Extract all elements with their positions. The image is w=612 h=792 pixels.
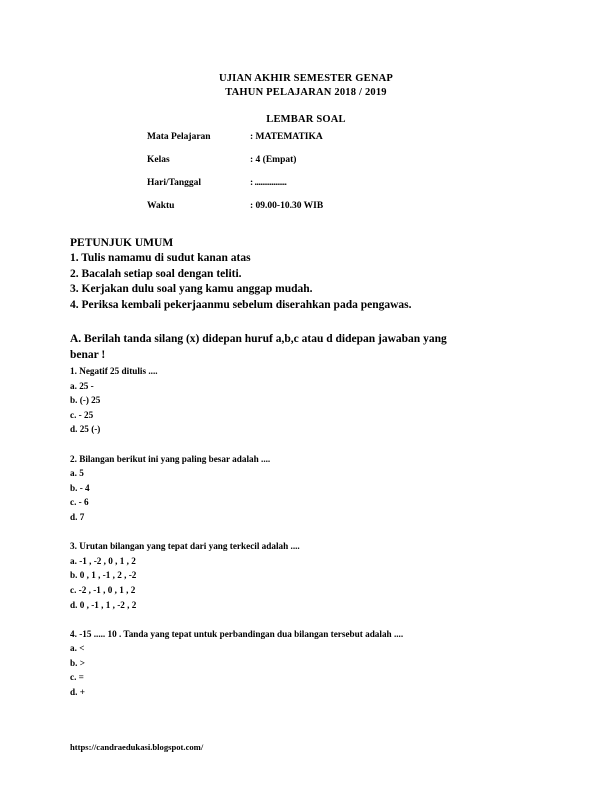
option-c[interactable]: c. = <box>70 672 84 683</box>
question-options <box>70 554 525 612</box>
exam-title-line-2: TAHUN PELAJARAN 2018 / 2019 <box>225 87 387 98</box>
question-stem: 3. Urutan bilangan yang tepat dari yang terkecil adalah .... <box>70 541 300 552</box>
meta-value-subject: : MATEMATIKA <box>250 132 323 142</box>
list-item: 3. Kerjakan dulu soal yang kamu anggap mudah. <box>70 283 313 296</box>
option-b[interactable]: b. > <box>70 657 85 668</box>
option-a[interactable]: a. 5 <box>70 468 84 479</box>
section-a-heading-line-2: benar ! <box>70 348 106 361</box>
option-d[interactable]: d. 7 <box>70 511 85 522</box>
option-c[interactable]: c. -2 , -1 , 0 , 1 , 2 <box>70 584 136 595</box>
question-stem: 1. Negatif 25 ditulis .... <box>70 366 158 376</box>
question-3 <box>70 539 525 612</box>
question-options <box>70 466 525 524</box>
section-a-heading-line-1: A. Berilah tanda silang (x) didepan huruf a,b,c atau d didepan jawaban yang <box>70 333 447 345</box>
question-2 <box>70 452 525 525</box>
option-c[interactable]: c. - 6 <box>70 497 89 508</box>
general-instructions <box>70 236 550 313</box>
exam-meta-table <box>147 132 477 224</box>
question-4 <box>70 627 525 700</box>
exam-title-line-1: UJIAN AKHIR SEMESTER GENAP <box>218 73 394 84</box>
question-options <box>70 379 525 437</box>
table-row <box>147 178 477 201</box>
question-1 <box>70 364 525 437</box>
question-options <box>70 641 525 699</box>
option-d[interactable]: d. + <box>70 687 85 698</box>
question-list <box>70 364 525 700</box>
footer-source-url[interactable]: https://candraedukasi.blogspot.com/ <box>70 742 204 752</box>
list-item: 1. Tulis namamu di sudut kanan atas <box>70 252 251 265</box>
section-a <box>70 332 525 700</box>
option-b[interactable]: b. (-) 25 <box>70 395 101 406</box>
option-a[interactable]: a. 25 - <box>70 380 94 391</box>
option-b[interactable]: b. - 4 <box>70 482 90 493</box>
option-d[interactable]: d. 0 , -1 , 1 , -2 , 2 <box>70 599 137 610</box>
question-stem: 2. Bilangan berikut ini yang paling besar adalah .... <box>70 453 271 464</box>
list-item: 4. Periksa kembali pekerjaanmu sebelum diserahkan pada pengawas. <box>70 298 412 311</box>
meta-label-day-date: Hari/Tanggal <box>147 178 202 188</box>
option-d[interactable]: d. 25 (-) <box>70 424 101 435</box>
option-c[interactable]: c. - 25 <box>70 409 94 420</box>
instructions-list <box>70 251 550 313</box>
option-a[interactable]: a. -1 , -2 , 0 , 1 , 2 <box>70 555 136 566</box>
meta-value-class: : 4 (Empat) <box>250 155 297 165</box>
meta-value-day-date: : ................. <box>250 178 287 188</box>
sheet-title: LEMBAR SOAL <box>266 114 346 125</box>
option-a[interactable]: a. < <box>70 643 85 654</box>
table-row <box>147 201 477 224</box>
meta-label-class: Kelas <box>147 155 170 165</box>
table-row <box>147 132 477 155</box>
exam-header <box>0 72 612 100</box>
meta-value-time: : 09.00-10.30 WIB <box>250 201 324 211</box>
list-item: 2. Bacalah setiap soal dengan teliti. <box>70 267 242 280</box>
meta-label-time: Waktu <box>147 201 175 211</box>
meta-label-subject: Mata Pelajaran <box>147 132 211 142</box>
section-a-heading <box>70 332 525 363</box>
table-row <box>147 155 477 178</box>
question-stem: 4. -15 ..... 10 . Tanda yang tepat untuk perbandingan dua bilangan tersebut adalah .... <box>70 628 404 639</box>
option-b[interactable]: b. 0 , 1 , -1 , 2 , -2 <box>70 570 137 581</box>
instructions-heading: PETUNJUK UMUM <box>70 237 174 249</box>
